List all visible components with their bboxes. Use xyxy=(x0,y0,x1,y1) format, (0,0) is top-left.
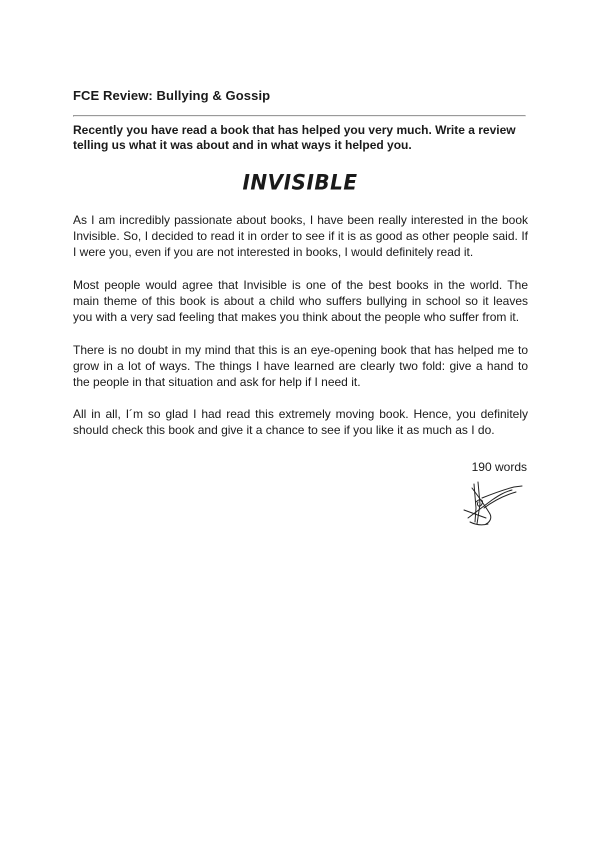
review-paragraph-3: There is no doubt in my mind that this is an eye-opening book that has helped me to grow in a lot of ways. The things I have learned are clearly two fold: give a hand to the people in that situation and ask for help if I need it. xyxy=(73,343,528,389)
handwritten-signature xyxy=(462,478,530,530)
document-title: FCE Review: Bullying & Gossip xyxy=(73,88,271,103)
title-divider xyxy=(73,115,526,117)
book-title: INVISIBLE xyxy=(242,169,358,195)
writing-prompt: Recently you have read a book that has helped you very much. Write a review telling us what it was about and in what ways it helped you. xyxy=(73,123,516,152)
review-paragraph-4: All in all, I´m so glad I had read this extremely moving book. Hence, you definitely should check this book and give it a chance to see if you like it as much as I do. xyxy=(73,407,528,437)
review-paragraph-2: Most people would agree that Invisible is one of the best books in the world. The main theme of this book is about a child who suffers bullying in school so it leaves you with a very sad feeling that makes you think about the people who suffer from it. xyxy=(73,278,528,324)
review-paragraph-1: As I am incredibly passionate about books, I have been really interested in the book Invisible. So, I decided to read it in order to see if it is as good as other people said. If I were you, even if you are not interested in books, I would definitely read it. xyxy=(73,213,528,259)
word-count: 190 words xyxy=(471,460,527,474)
